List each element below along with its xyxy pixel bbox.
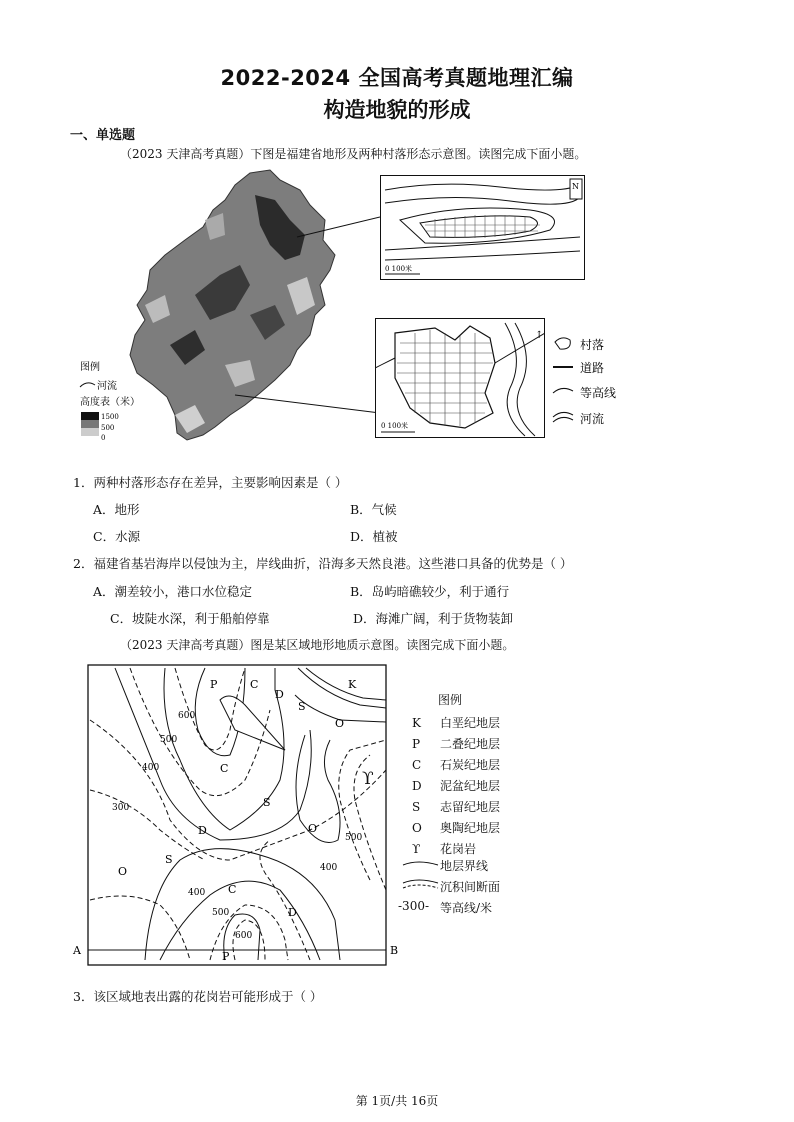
svg-text:300: 300 — [112, 803, 130, 813]
question-2: 2．福建省基岩海岸以侵蚀为主，岸线曲折，沿海多天然良港。这些港口具备的优势是（ ） — [73, 556, 573, 571]
q2-option-b[interactable]: B．岛屿暗礁较少，利于通行 — [350, 584, 510, 599]
svg-text:1500: 1500 — [101, 413, 119, 421]
village-inset-bottom — [375, 318, 545, 438]
geo-legend-item: P 二叠纪地层 — [412, 737, 501, 751]
village-legend — [550, 335, 640, 435]
svg-text:道路: 道路 — [580, 361, 605, 375]
svg-text:0 100米: 0 100米 — [381, 422, 409, 430]
svg-text:D: D — [288, 906, 297, 919]
intro-text-1: （2023 天津高考真题）下图是福建省地形及两种村落形态示意图。读图完成下面小题。 — [120, 147, 587, 161]
geo-legend-item: C 石炭纪地层 — [412, 758, 501, 772]
point-a-label: A — [73, 944, 81, 957]
geo-legend-list — [412, 713, 532, 860]
q2-option-d[interactable]: D．海滩广阔，利于货物装卸 — [353, 611, 514, 626]
question-1: 1．两种村落形态存在差异，主要影响因素是（ ） — [73, 475, 348, 490]
map-legend-title: 图例 — [80, 362, 100, 373]
svg-text:400: 400 — [188, 888, 206, 898]
svg-text:↑: ↑ — [535, 330, 544, 341]
q1-option-d[interactable]: D．植被 — [350, 529, 398, 544]
svg-text:0 100米: 0 100米 — [385, 265, 413, 273]
geo-legend-title: 图例 — [438, 693, 463, 707]
question-3: 3．该区域地表出露的花岗岩可能形成于（ ） — [73, 989, 323, 1004]
village-inset-top — [380, 175, 585, 280]
page-subtitle: 构造地貌的形成 — [323, 98, 471, 122]
section-heading: 一、单选题 — [70, 128, 136, 143]
svg-text:C: C — [220, 762, 229, 775]
svg-text:村落: 村落 — [580, 338, 605, 352]
elevation-title: 高度表（米） — [80, 397, 140, 408]
svg-text:等高线: 等高线 — [580, 386, 617, 400]
q1-option-a[interactable]: A．地形 — [93, 502, 140, 517]
svg-text:P: P — [222, 950, 230, 963]
svg-text:0: 0 — [101, 434, 106, 442]
svg-text:P: P — [210, 678, 218, 691]
geo-legend-boundary: 地层界线 — [440, 859, 489, 873]
geo-legend-item: ϒ 花岗岩 — [412, 842, 477, 856]
svg-text:河流: 河流 — [580, 412, 605, 426]
svg-text:400: 400 — [142, 763, 160, 773]
svg-text:ϒ: ϒ — [362, 769, 374, 789]
svg-text:D: D — [275, 688, 284, 701]
q2-option-c[interactable]: C．坡陡水深，利于船舶停靠 — [110, 611, 270, 626]
svg-text:500: 500 — [212, 908, 230, 918]
point-b-label: B — [390, 944, 399, 957]
map-legend-river: 河流 — [97, 381, 117, 392]
svg-text:C: C — [250, 678, 259, 691]
svg-text:600: 600 — [178, 711, 196, 721]
svg-text:O: O — [335, 717, 345, 730]
q1-option-b[interactable]: B．气候 — [350, 502, 397, 517]
svg-text:S: S — [165, 853, 173, 866]
page-title: 2022-2024 全国高考真题地理汇编 — [220, 66, 574, 90]
svg-text:400: 400 — [320, 863, 338, 873]
q2-option-a[interactable]: A．潮差较小，港口水位稳定 — [93, 584, 253, 599]
svg-text:S: S — [263, 796, 271, 809]
geo-legend-unconformity: 沉积间断面 — [440, 880, 501, 894]
svg-text:C: C — [228, 883, 237, 896]
svg-text:O: O — [308, 822, 318, 835]
geo-legend-item: D 泥盆纪地层 — [412, 779, 501, 793]
page-footer: 第 1页/共 16页 — [355, 1094, 439, 1108]
svg-text:O: O — [118, 865, 128, 878]
svg-text:500: 500 — [345, 833, 363, 843]
fujian-terrain-map — [75, 165, 380, 450]
svg-text:D: D — [198, 824, 207, 837]
svg-text:600: 600 — [235, 931, 253, 941]
geo-legend-contour-symbol: -300- — [398, 899, 430, 913]
svg-text:K: K — [348, 678, 357, 691]
geo-legend-item: K 白垩纪地层 — [412, 716, 501, 730]
intro-text-2: （2023 天津高考真题）图是某区域地形地质示意图。读图完成下面小题。 — [120, 638, 515, 652]
geo-legend-contour: 等高线/米 — [440, 901, 493, 915]
geo-legend-item: S 志留纪地层 — [412, 800, 501, 814]
q1-option-c[interactable]: C．水源 — [93, 529, 141, 544]
svg-text:500: 500 — [101, 424, 115, 432]
geologic-map — [70, 660, 410, 975]
geo-legend-item: O 奥陶纪地层 — [412, 821, 501, 835]
svg-text:S: S — [298, 700, 306, 713]
north-label: N — [572, 182, 579, 191]
svg-text:500: 500 — [160, 735, 178, 745]
